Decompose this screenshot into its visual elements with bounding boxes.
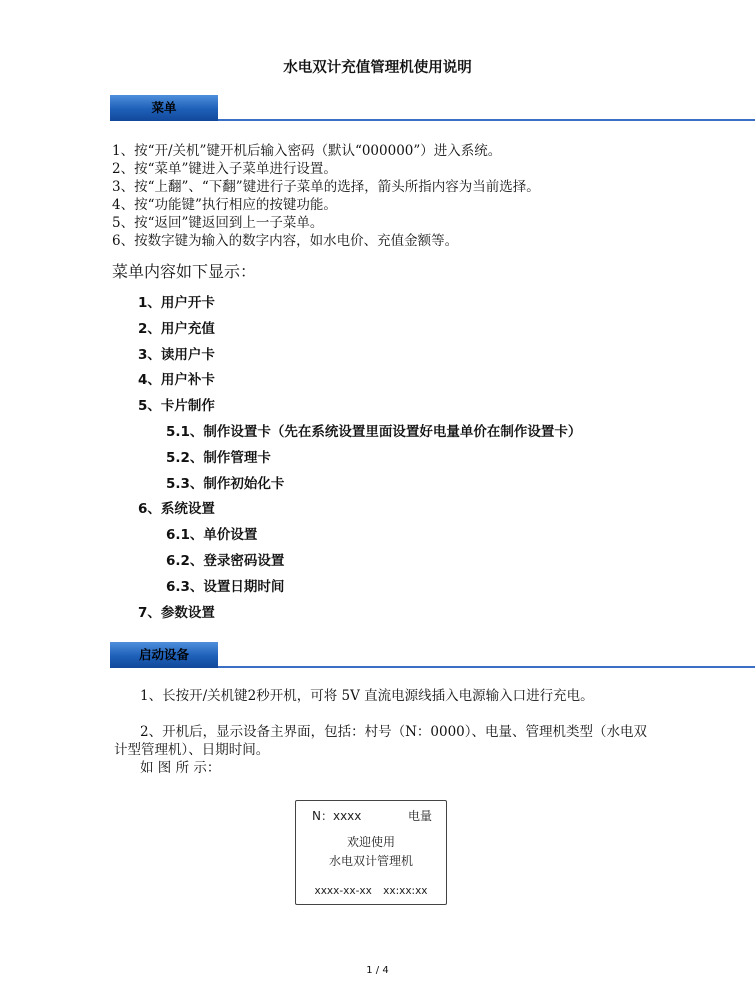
startup-paragraph: 1、长按开/关机键2秒开机，可将 5V 直流电源线插入电源输入口进行充电。 bbox=[140, 688, 594, 704]
device-date: xxxx-xx-xx bbox=[314, 885, 372, 897]
submenu-item: 5.2、制作管理卡 bbox=[166, 449, 271, 466]
section-header-startup bbox=[110, 642, 755, 668]
instruction-item: 4、按“功能键”执行相应的按键功能。 bbox=[112, 197, 337, 213]
section-tab-menu: 菜单 bbox=[110, 95, 218, 121]
instruction-item: 2、按“菜单”键进入子菜单进行设置。 bbox=[112, 161, 337, 177]
page-title: 水电双计充值管理机使用说明 bbox=[283, 60, 472, 76]
menu-item: 6、系统设置 bbox=[138, 501, 215, 518]
power-label: 电量 bbox=[407, 809, 432, 823]
section-header-menu bbox=[110, 95, 755, 121]
instruction-item: 6、按数字键为输入的数字内容，如水电价、充值金额等。 bbox=[112, 233, 459, 249]
startup-paragraph: 2、开机后，显示设备主界面，包括：村号（N：0000）、电量、管理机类型（水电双计型管理机）、日期时间。 bbox=[114, 724, 648, 758]
submenu-item: 5.1、制作设置卡（先在系统设置里面设置好电量单价在制作设置卡） bbox=[166, 423, 582, 440]
menu-item: 5、卡片制作 bbox=[138, 398, 215, 415]
menu-item: 7、参数设置 bbox=[138, 604, 215, 621]
instruction-item: 3、按“上翻”、“下翻”键进行子菜单的选择，箭头所指内容为当前选择。 bbox=[112, 179, 540, 195]
welcome-text: 欢迎使用 bbox=[346, 835, 395, 849]
instruction-item: 5、按“返回”键返回到上一子菜单。 bbox=[112, 215, 324, 231]
page-number: 1 / 4 bbox=[366, 965, 389, 976]
village-number: N：xxxx bbox=[312, 809, 362, 823]
device-screen-figure bbox=[295, 800, 447, 905]
section-divider bbox=[218, 666, 755, 668]
menu-item: 1、用户开卡 bbox=[138, 295, 215, 311]
device-time: xx:xx:xx bbox=[383, 885, 428, 897]
section-divider bbox=[218, 119, 755, 121]
menu-heading: 菜单内容如下显示： bbox=[112, 262, 257, 281]
submenu-item: 6.2、登录密码设置 bbox=[166, 552, 285, 569]
instruction-item: 1、按“开/关机”键开机后输入密码（默认“000000”）进入系统。 bbox=[112, 143, 502, 159]
section-tab-startup: 启动设备 bbox=[110, 642, 218, 668]
menu-item: 3、读用户卡 bbox=[138, 346, 215, 363]
device-model: 水电双计管理机 bbox=[328, 854, 413, 868]
submenu-item: 5.3、制作初始化卡 bbox=[166, 475, 285, 492]
menu-content-list bbox=[0, 293, 755, 628]
submenu-item: 6.1、单价设置 bbox=[166, 527, 258, 544]
menu-item: 4、用户补卡 bbox=[138, 372, 215, 389]
submenu-item: 6.3、设置日期时间 bbox=[166, 578, 285, 595]
instruction-list bbox=[112, 142, 732, 250]
menu-item: 2、用户充值 bbox=[138, 320, 215, 337]
device-datetime bbox=[296, 885, 446, 897]
figure-caption: 如 图 所 示： bbox=[140, 760, 221, 776]
